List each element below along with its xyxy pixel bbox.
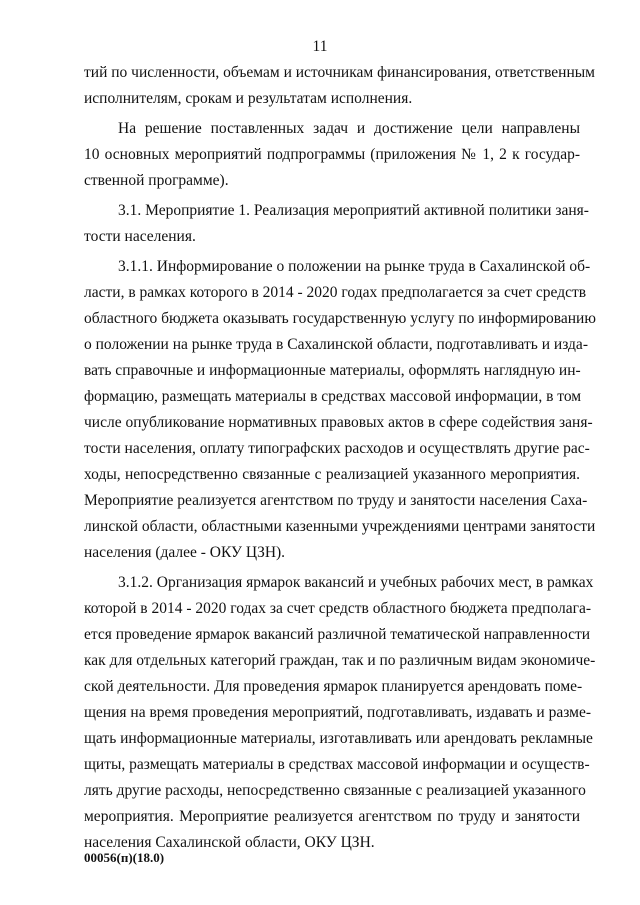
text-line: мероприятия. Мероприятие реализуется агентством по труду и занятости (84, 808, 580, 825)
text-line: лять другие расходы, непосредственно связанные с реализацией указанного (84, 782, 586, 799)
page-number: 11 (312, 38, 328, 55)
text-line: щения на время проведения мероприятий, подготавливать, издавать и разме- (84, 704, 591, 721)
text-line: линской области, областными казенными учреждениями центрами занятости (84, 518, 596, 535)
text-line: ской деятельности. Для проведения ярмарок планируется арендовать поме- (84, 678, 583, 695)
text-line: которой в 2014 - 2020 годах за счет средств областного бюджета предполага- (84, 600, 592, 617)
text-line: ходы, непосредственно связанные с реализацией указанного мероприятия. (84, 466, 580, 483)
text-line: 3.1.2. Организация ярмарок вакансий и учебных рабочих мест, в рамках (118, 574, 594, 591)
paragraph (84, 116, 580, 194)
text-line: Мероприятие реализуется агентством по труду и занятости населения Саха- (84, 492, 588, 509)
text-line: тости населения, оплату типографских расходов и осуществлять другие рас- (84, 440, 590, 457)
text-line: населения (далее - ОКУ ЦЗН). (84, 544, 286, 561)
text-line: исполнителям, срокам и результатам исполнения. (84, 90, 413, 107)
text-line: 10 основных мероприятий подпрограммы (приложения № 1, 2 к государ- (84, 146, 580, 163)
text-line: числе опубликование нормативных правовых актов в сфере содействия заня- (84, 414, 593, 431)
text-line: областного бюджета оказывать государственную услугу по информированию (84, 310, 596, 327)
paragraph (84, 254, 596, 566)
text-line: населения Сахалинской области, ОКУ ЦЗН. (84, 834, 375, 851)
text-line: о положении на рынке труда в Сахалинской области, подготавливать и изда- (84, 336, 588, 353)
text-line: щиты, размещать материалы в средствах массовой информации и осуществ- (84, 756, 590, 773)
text-line: ственной программе). (84, 172, 229, 189)
text-line: ласти, в рамках которого в 2014 - 2020 годах предполагается за счет средств (84, 284, 587, 301)
text-line: щать информационные материалы, изготавливать или арендовать рекламные (84, 730, 593, 747)
paragraph (84, 570, 596, 856)
paragraph (84, 60, 595, 112)
paragraph (84, 198, 589, 250)
document-code: 00056(п)(18.0) (84, 850, 165, 865)
text-line: 3.1.1. Информирование о положении на рынке труда в Сахалинской об- (118, 258, 591, 275)
text-line: На решение поставленных задач и достижение цели направлены (118, 120, 580, 137)
text-line: формацию, размещать материалы в средствах массовой информации, в том (84, 388, 582, 405)
text-line: тий по численности, объемам и источникам финансирования, ответственным (84, 64, 595, 81)
text-line: ется проведение ярмарок вакансий различной тематической направленности (84, 626, 591, 643)
text-line: вать справочные и информационные материалы, оформлять наглядную ин- (84, 362, 581, 379)
text-line: тости населения. (84, 228, 196, 245)
text-line: как для отдельных категорий граждан, так и по различным видам экономиче- (84, 652, 596, 669)
text-line: 3.1. Мероприятие 1. Реализация мероприятий активной политики заня- (118, 202, 589, 219)
document-body (84, 60, 596, 856)
